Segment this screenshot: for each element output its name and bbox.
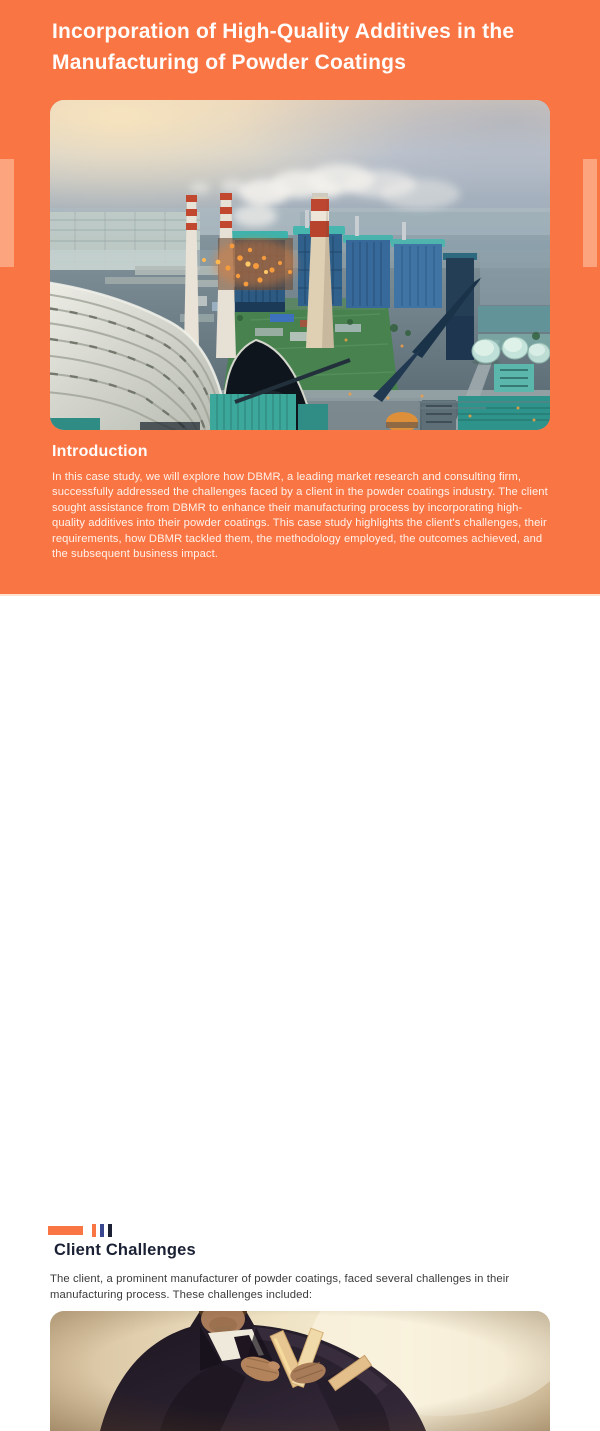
challenges-paragraph: The client, a prominent manufacturer of powder coatings, faced several challenges in their manufacturing process. These challenges included: <box>50 1273 510 1301</box>
challenges-heading: Client Challenges <box>54 1241 196 1259</box>
divider-bar-indigo <box>100 1224 104 1237</box>
intro-paragraph: In this case study, we will explore how DBMR, a leading market research and consulting firm, successfully addressed the challenges faced by a client in the powder coatings industry. The client sought assistance from DBMR to enhance their manufacturing process by incorporating high-quality additives into their powder coatings. This case study highlights the client's challenges, their requirements, how DBMR tackled them, the methodology employed, the outcomes achieved, and the subsequent business impact. <box>52 471 548 561</box>
section-divider-bars <box>48 1224 116 1237</box>
businessman-blocks-illustration <box>50 1311 550 1431</box>
intro-heading: Introduction <box>52 443 148 460</box>
divider-bar-dark <box>108 1224 112 1237</box>
page-title <box>52 16 572 78</box>
challenges-image <box>50 1311 550 1431</box>
left-accent-strip <box>0 159 14 267</box>
page-title-line-1: Incorporation of High-Quality Additives in the <box>52 20 515 43</box>
page-title-line-2: Manufacturing of Powder Coatings <box>52 51 407 74</box>
divider-bar-orange <box>92 1224 96 1237</box>
header-section <box>0 0 600 596</box>
powerplant-illustration <box>50 100 550 430</box>
right-accent-strip <box>583 159 597 267</box>
divider-bar-wide <box>48 1226 83 1235</box>
client-challenges-section <box>0 598 600 1301</box>
hero-image <box>50 100 550 430</box>
